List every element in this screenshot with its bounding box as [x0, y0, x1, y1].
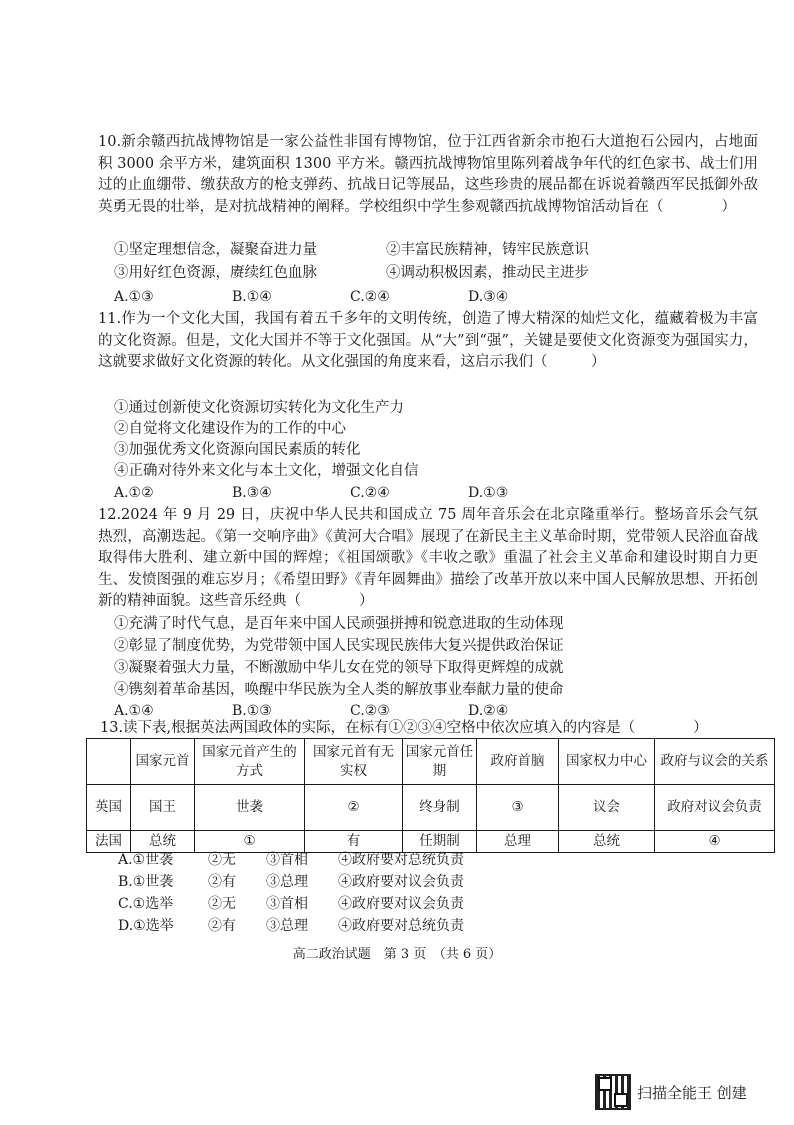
q13-option-part: ②有 [208, 918, 236, 934]
table-cell: 政府对议会负责 [655, 785, 775, 831]
table-header-cell: 国家元首产生的方式 [195, 739, 305, 785]
q12-item-2: ②彰显了制度优势，为党带领中国人民实现民族伟大复兴提供政治保证 [114, 638, 564, 654]
q13-option-part: ④政府要对总统负责 [338, 918, 464, 934]
q11-item-3: ③加强优秀文化资源向国民素质的转化 [114, 442, 361, 458]
q10-item-3: ③用好红色资源，赓续红色血脉 [114, 265, 317, 281]
q13-option-part: ③总理 [266, 918, 308, 934]
table-cell: ③ [477, 785, 559, 831]
q13-option-part: ②无 [208, 896, 236, 912]
table-cell: 终身制 [403, 785, 477, 831]
table-header-cell: 政府首脑 [477, 739, 559, 785]
q11-choice-a: A.①② [114, 485, 154, 501]
table-header-cell [87, 739, 131, 785]
table-header-row [87, 739, 775, 785]
table-cell: 有 [305, 831, 403, 853]
q11-item-1: ①通过创新使文化资源切实转化为文化生产力 [114, 400, 404, 416]
q13-option-part: A.①世袭 [118, 852, 174, 868]
table-cell: ④ [655, 831, 775, 853]
q11-item-2: ②自觉将文化建设作为的工作的中心 [114, 421, 346, 437]
q13-option-part: ④政府要对总统负责 [338, 852, 464, 868]
table-header-cell: 国家元首 [131, 739, 195, 785]
q13-option-part: B.①世袭 [118, 874, 174, 890]
table-cell: ② [305, 785, 403, 831]
table-cell: 总理 [477, 831, 559, 853]
q12-choice-d: D.②④ [468, 703, 509, 719]
q10-choice-d: D.③④ [468, 289, 509, 305]
q10-item-1: ①坚定理想信念，凝聚奋进力量 [114, 242, 317, 258]
q12-item-1: ①充满了时代气息，是百年来中国人民顽强拼搏和锐意进取的生动体现 [114, 616, 564, 632]
page-footer: 高二政治试题 第 3 页 （共 6 页） [292, 947, 502, 962]
q10-item-2: ②丰富民族精神，铸牢民族意识 [386, 242, 589, 258]
table-header-cell: 政府与议会的关系 [655, 739, 775, 785]
q12-item-4: ④镌刻着革命基因，唤醒中华民族为全人类的解放事业奉献力量的使命 [114, 682, 564, 698]
q13-option-part: ②有 [208, 874, 236, 890]
table-header-cell: 国家权力中心 [559, 739, 655, 785]
q11-choice-c: C.②④ [350, 485, 390, 501]
table-cell: 议会 [559, 785, 655, 831]
q12-choice-b: B.①③ [232, 703, 272, 719]
table-header-cell: 国家元首任期 [403, 739, 477, 785]
table-cell: 国王 [131, 785, 195, 831]
q13-stem: 13.读下表,根据英法两国政体的实际，在标有①②③④空格中依次应填入的内容是（ ） [100, 720, 708, 736]
table-cell: 总统 [559, 831, 655, 853]
q13-option-part: C.①选举 [118, 896, 174, 912]
table-cell: 法国 [87, 831, 131, 853]
q13-option-part: ③首相 [266, 852, 308, 868]
q12-item-3: ③凝聚着强大力量，不断激励中华儿女在党的领导下取得更辉煌的成就 [114, 660, 564, 676]
table-cell: 世袭 [195, 785, 305, 831]
q12-stem: 12.2024 年 9 月 29 日，庆祝中华人民共和国成立 75 周年音乐会在北京隆重举行。整场音乐会气氛热烈，高潮迭起。《第一交响序曲》《黄河大合唱》展现了在新民主主义革命时期，党带领人民浴血奋战取得伟大胜利、建立新中国的辉煌；《祖国颂歌》《丰收之歌》重温了社会主义革命和建设时期自力更生、发愤图强的难忘岁月；《希望田野》《青年圆舞曲》描绘了改革开放以来中国人民解放思想、开拓创新的精神面貌。这些音乐经典（ ） [98, 507, 758, 609]
q13-option-part: ②无 [208, 852, 236, 868]
q11-item-4: ④正确对待外来文化与本土文化，增强文化自信 [114, 463, 419, 479]
table-row [87, 785, 775, 831]
q13-option-part: ④政府要对议会负责 [338, 874, 464, 890]
q13-option-part: ③首相 [266, 896, 308, 912]
q10-choice-c: C.②④ [350, 289, 390, 305]
q11-stem: 11.作为一个文化大国，我国有着五千多年的文明传统，创造了博大精深的灿烂文化，蕴藏着极为丰富的文化资源。但是，文化大国并不等于文化强国。从“大”到“强”，关键是要使文化资源变为强国实力，这就要求做好文化资源的转化。从文化强国的角度来看，这启示我们（ ） [98, 311, 758, 370]
q12-choice-c: C.②③ [350, 703, 390, 719]
q10-item-4: ④调动积极因素，推动民主进步 [386, 265, 589, 281]
regime-comparison-table [86, 738, 775, 853]
q12-choice-a: A.①④ [114, 703, 154, 719]
table-cell: 英国 [87, 785, 131, 831]
q13-option-part: ③总理 [266, 874, 308, 890]
table-header-cell: 国家元首有无实权 [305, 739, 403, 785]
q13-option-part: D.①选举 [118, 918, 174, 934]
qr-code-icon [595, 1074, 631, 1110]
q10-choice-b: B.①④ [232, 289, 272, 305]
q10-stem: 10.新余赣西抗战博物馆是一家公益性非国有博物馆，位于江西省新余市抱石大道抱石公园内，占地面积 3000 余平方米，建筑面积 1300 平方米。赣西抗战博物馆里陈列着战争年代的红色家书、战士们用过的止血绷带、缴获敌方的枪支弹药、抗战日记等展品，这些珍贵的展品都在诉说着赣西军民抵御外敌英勇无畏的壮举，是对抗战精神的阐释。学校组织中学生参观赣西抗战博物馆活动旨在（ ） [98, 134, 758, 215]
table-cell: 任期制 [403, 831, 477, 853]
q11-choice-d: D.①③ [468, 485, 509, 501]
q10-choice-a: A.①③ [114, 289, 154, 305]
table-cell: 总统 [131, 831, 195, 853]
q11-choice-b: B.③④ [232, 485, 272, 501]
table-cell: ① [195, 831, 305, 853]
scanner-watermark: 扫描全能王 创建 [637, 1084, 747, 1102]
q13-option-part: ④政府要对议会负责 [338, 896, 464, 912]
